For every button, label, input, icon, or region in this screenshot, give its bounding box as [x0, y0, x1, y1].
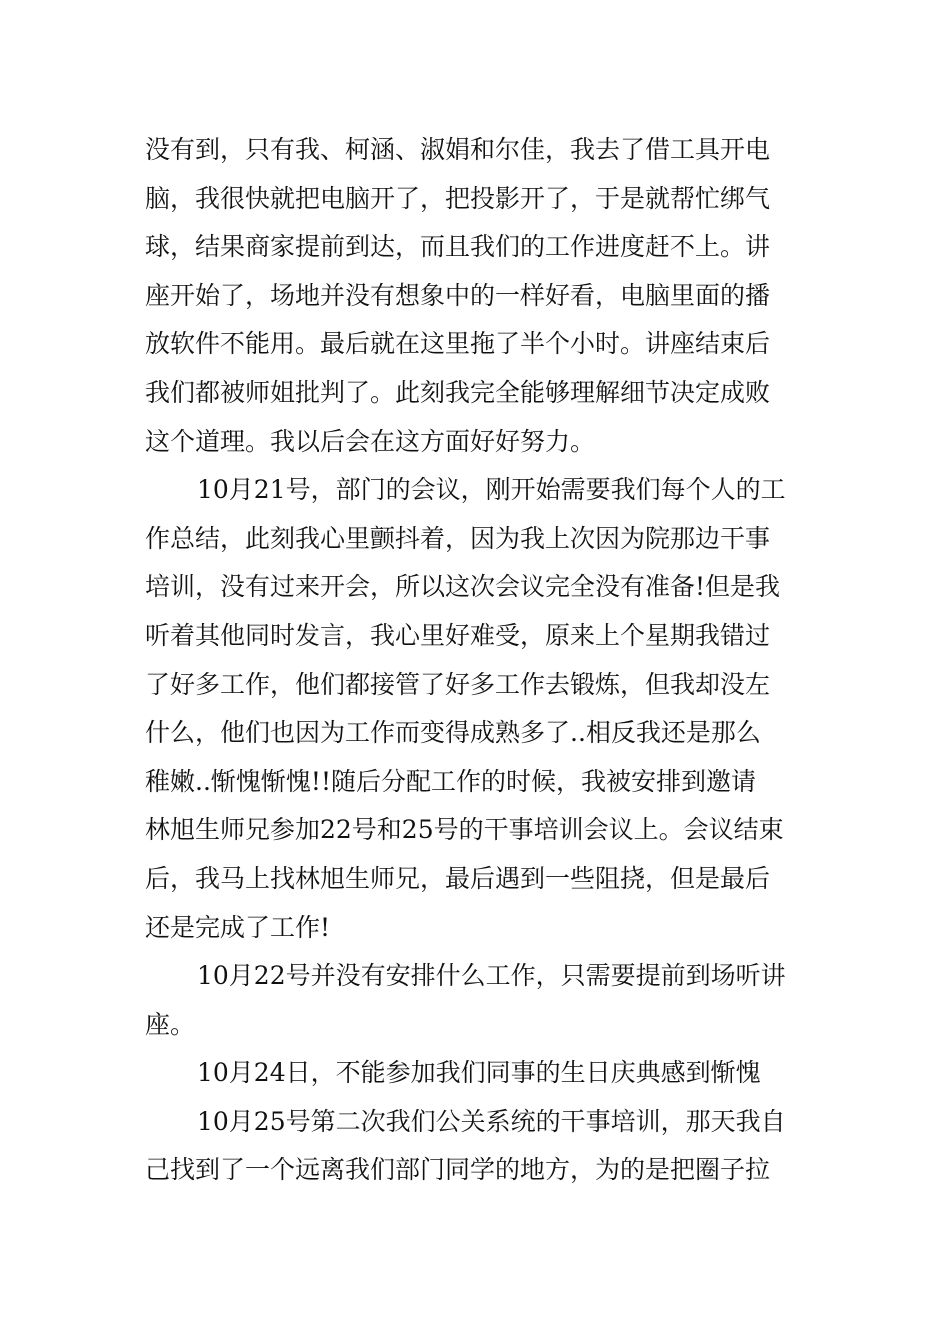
text-line: 没有到，只有我、柯涵、淑娟和尔佳，我去了借工具开电	[145, 135, 771, 164]
paragraph-first-line: 10月22号并没有安排什么工作，只需要提前到场听讲	[197, 961, 786, 991]
text-line: 培训，没有过来开会，所以这次会议完全没有准备!但是我	[145, 572, 781, 602]
text-line: 我们都被师姐批判了。此刻我完全能够理解细节决定成败	[145, 377, 771, 407]
text-line: 后，我马上找林旭生师兄，最后遇到一些阻挠，但是最后	[145, 863, 771, 893]
paragraph-first-line: 10月24日，不能参加我们同事的生日庆典感到惭愧	[197, 1058, 761, 1088]
text-line: 己找到了一个远离我们部门同学的地方，为的是把圈子拉	[145, 1155, 771, 1185]
text-line: 了好多工作，他们都接管了好多工作去锻炼，但我却没左	[145, 669, 771, 699]
text-line: 放软件不能用。最后就在这里拖了半个小时。讲座结束后	[145, 329, 771, 359]
text-line: 球，结果商家提前到达，而且我们的工作进度赶不上。讲	[145, 232, 771, 262]
text-line: 林旭生师兄参加22号和25号的干事培训会议上。会议结束	[145, 815, 784, 845]
text-line: 座开始了，场地并没有想象中的一样好看，电脑里面的播	[145, 280, 771, 310]
text-line: 还是完成了工作!	[145, 912, 331, 942]
paragraph-first-line: 10月21号，部门的会议，刚开始需要我们每个人的工	[197, 475, 786, 505]
text-line: 什么，他们也因为工作而变得成熟多了..相反我还是那么	[145, 718, 761, 748]
text-line: 听着其他同时发言，我心里好难受，原来上个星期我错过	[145, 620, 771, 650]
text-line: 稚嫩..惭愧惭愧!!随后分配工作的时候，我被安排到邀请	[145, 766, 756, 796]
text-line: 脑，我很快就把电脑开了，把投影开了，于是就帮忙绑气	[145, 183, 771, 213]
text-line: 座。	[145, 1009, 196, 1039]
text-line: 这个道理。我以后会在这方面好好努力。	[145, 426, 596, 456]
document-body	[145, 126, 810, 1195]
paragraph-first-line: 10月25号第二次我们公关系统的干事培训，那天我自	[197, 1106, 786, 1136]
text-line: 作总结，此刻我心里颤抖着，因为我上次因为院那边干事	[145, 523, 771, 553]
